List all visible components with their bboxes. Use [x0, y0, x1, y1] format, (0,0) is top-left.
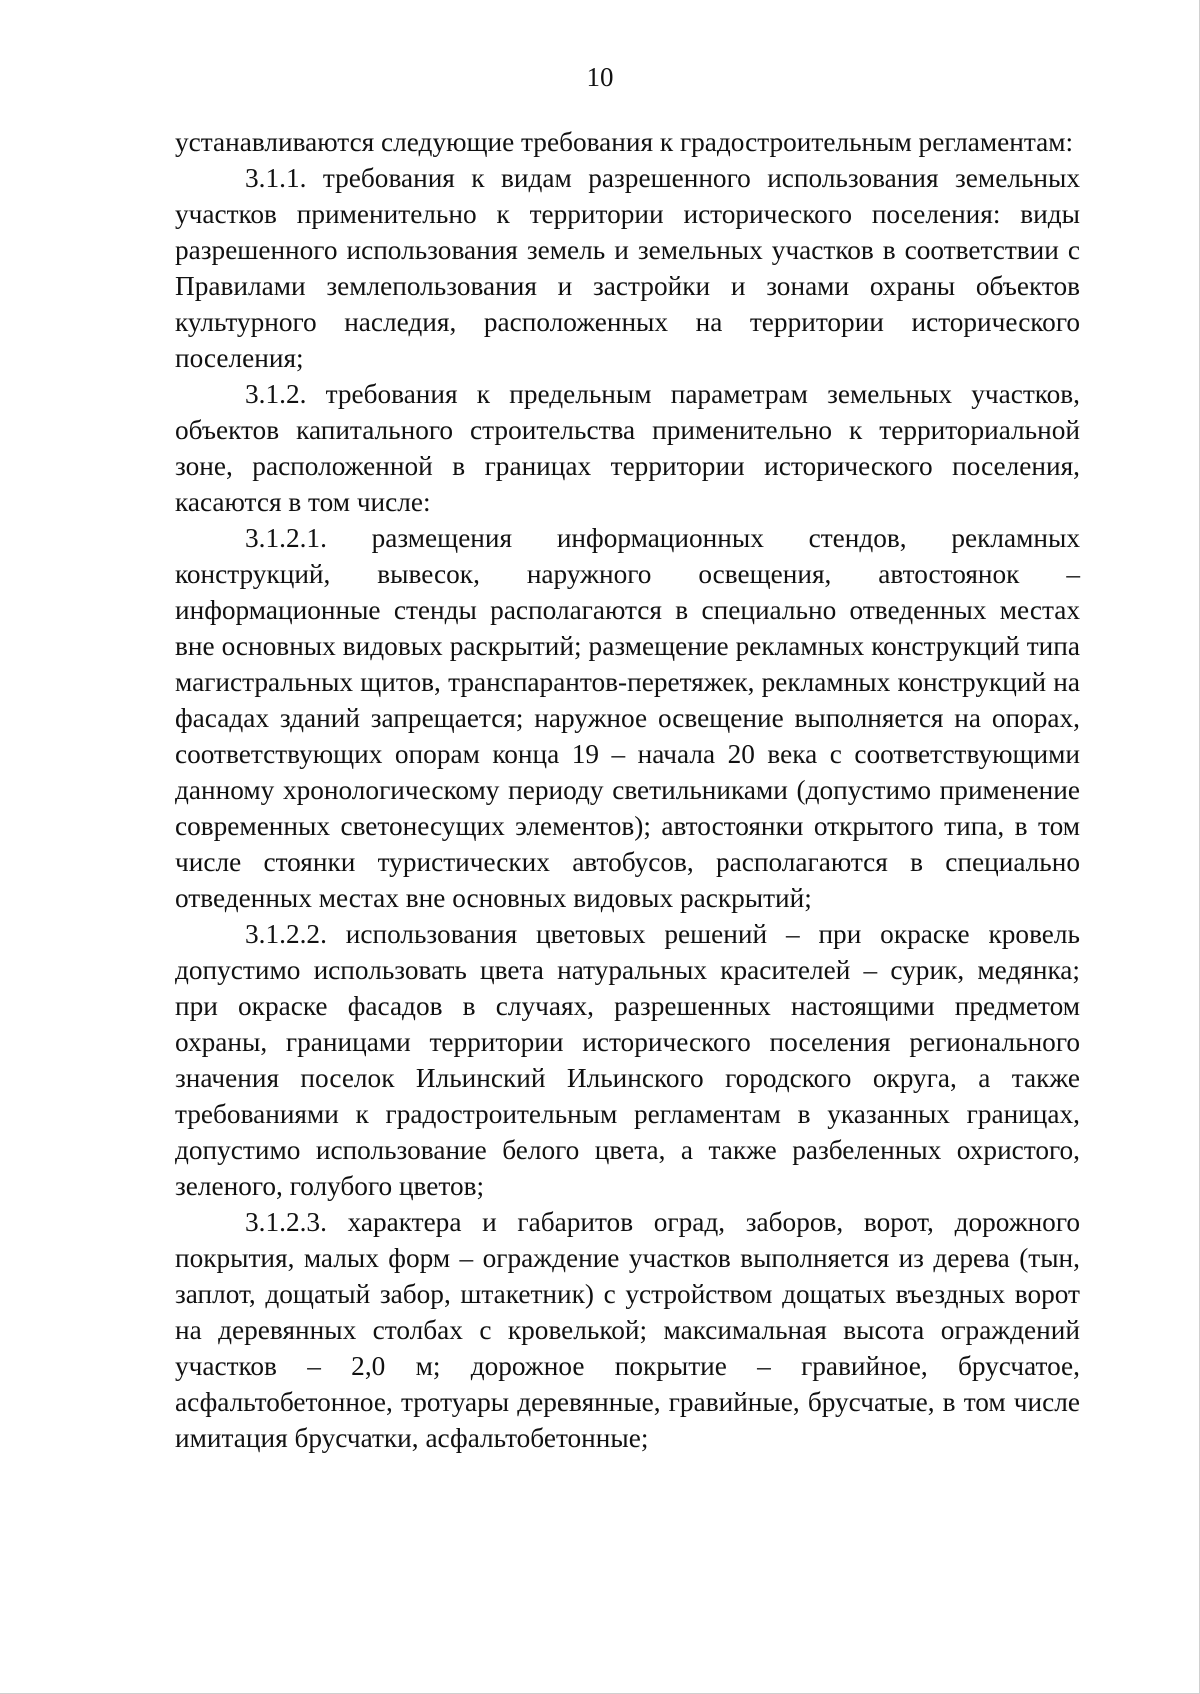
paragraph-intro: устанавливаются следующие требования к градостроительным регламентам:: [175, 127, 1074, 157]
document-body: [175, 124, 1080, 1456]
paragraph-3-1-2: 3.1.2. требования к предельным параметрам земельных участков, объектов капитального строительства применительно к территориальной зоне, расположенной в границах территории исторического поселения, касаются в том числе:: [175, 379, 1080, 517]
page-number: 10: [586, 62, 614, 92]
paragraph-3-1-2-3: 3.1.2.3. характера и габаритов оград, заборов, ворот, дорожного покрытия, малых форм – ограждение участков выполняется из дерева (тын, заплот, дощатый забор, штакетник) с устройством дощатых въездных ворот на деревянных столбах с кровелькой; максимальная высота ограждений участков – 2,0 м; дорожное покрытие – гравийное, брусчатое, асфальтобетонное, тротуары деревянные, гравийные, брусчатые, в том числе имитация брусчатки, асфальтобетонные;: [175, 1207, 1080, 1453]
paragraph-3-1-2-1: 3.1.2.1. размещения информационных стендов, рекламных конструкций, вывесок, наружного освещения, автостоянок – информационные стенды располагаются в специально отведенных местах вне основных видовых раскрытий; размещение рекламных конструкций типа магистральных щитов, транспарантов-перетяжек, рекламных конструкций на фасадах зданий запрещается; наружное освещение выполняется на опорах, соответствующих опорам конца 19 – начала 20 века с соответствующими данному хронологическому периоду светильниками (допустимо применение современных светонесущих элементов); автостоянки открытого типа, в том числе стоянки туристических автобусов, располагаются в специально отведенных местах вне основных видовых раскрытий;: [175, 523, 1080, 913]
paragraph-3-1-1: 3.1.1. требования к видам разрешенного использования земельных участков применительно к территории исторического поселения: виды разрешенного использования земель и земельных участков в соответствии с Правилами землепользования и застройки и зонами охраны объектов культурного наследия, расположенных на территории исторического поселения;: [175, 163, 1080, 373]
paragraph-3-1-2-2: 3.1.2.2. использования цветовых решений – при окраске кровель допустимо использовать цвета натуральных красителей – сурик, медянка; при окраске фасадов в случаях, разрешенных настоящими предметом охраны, границами территории исторического поселения регионального значения поселок Ильинский Ильинского городского округа, а также требованиями к градостроительным регламентам в указанных границах, допустимо использование белого цвета, а также разбеленных охристого, зеленого, голубого цветов;: [175, 919, 1080, 1201]
